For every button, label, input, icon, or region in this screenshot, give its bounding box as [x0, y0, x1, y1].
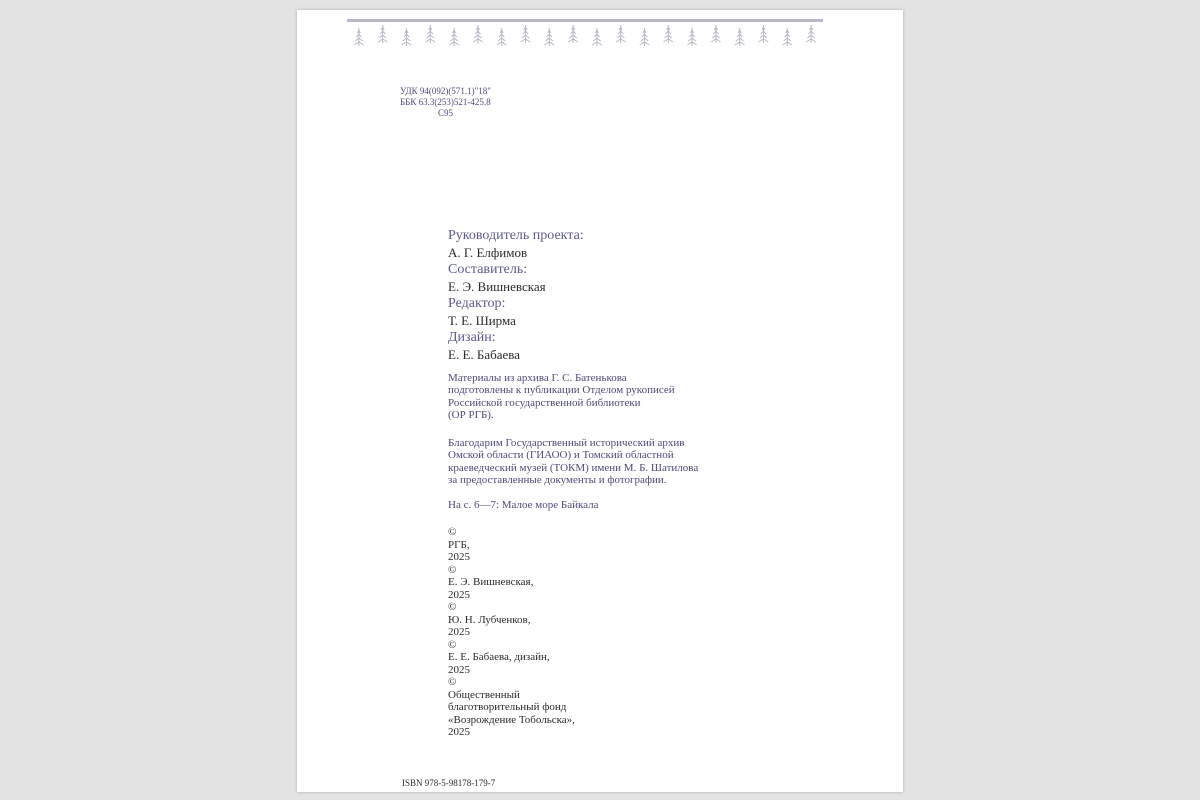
- thanks-paragraph: [448, 437, 698, 486]
- text-line: Благодарим Государственный исторический архив: [448, 437, 685, 449]
- copyright-block: [448, 526, 575, 739]
- fir-tree-icon: [616, 25, 626, 43]
- copyright-line: 2025: [448, 663, 470, 676]
- credit-role: Составитель:: [448, 262, 528, 277]
- copyright-line: Е. Е. Бабаева, дизайн,: [448, 651, 550, 663]
- text-line: Российской государственной библиотеки: [448, 396, 641, 409]
- credit-name: Е. Е. Бабаева: [448, 347, 521, 362]
- fir-tree-icon: [449, 28, 459, 46]
- copyright-line: «Возрождение Тобольска»,: [448, 713, 575, 726]
- fir-tree-icon: [735, 28, 745, 46]
- fir-tree-icon: [473, 25, 483, 43]
- fir-tree-icon: [378, 25, 388, 43]
- copyright-line: Общественный: [448, 688, 520, 701]
- copyright-line: РГБ,: [448, 538, 470, 551]
- copyright-line: 2025: [448, 588, 470, 601]
- credit-role: Редактор:: [448, 296, 506, 311]
- copyright-line: 2025: [448, 726, 470, 738]
- copyright-line: Е. Э. Вишневская,: [448, 576, 534, 588]
- credit-name: А. Г. Елфимов: [448, 245, 528, 260]
- credit-role: Дизайн:: [448, 330, 496, 345]
- credits-block: [448, 227, 584, 363]
- fir-tree-icon: [426, 25, 436, 43]
- fir-tree-icon: [521, 25, 531, 43]
- text-line: На с. 6—7: Малое море Байкала: [448, 499, 599, 511]
- udk-code: УДК 94(092)(571.1)"18": [400, 86, 491, 96]
- fir-tree-icon: [664, 25, 674, 43]
- text-line: за предоставленные документы и фотографии.: [448, 473, 667, 486]
- copyright-line: ©: [448, 601, 457, 613]
- photo-caption: [448, 499, 599, 511]
- fir-tree-icon: [806, 25, 816, 43]
- fir-tree-icon: [545, 28, 555, 46]
- credit-role: Руководитель проекта:: [448, 228, 584, 243]
- copyright-line: 2025: [448, 626, 470, 638]
- copyright-line: ©: [448, 676, 457, 688]
- author-sign: С95: [438, 108, 454, 118]
- copyright-line: ©: [448, 526, 457, 538]
- bbk-code: ББК 63.3(253)521-425.8: [400, 97, 491, 107]
- fir-tree-icon: [402, 28, 412, 46]
- fir-tree-icon: [783, 28, 793, 46]
- text-line: краеведческий музей (ТОКМ) имени М. Б. Шатилова: [448, 461, 699, 474]
- fir-tree-icon: [497, 28, 507, 46]
- fir-tree-icon: [687, 28, 697, 46]
- credit-name: Е. Э. Вишневская: [448, 279, 546, 294]
- copyright-line: ©: [448, 638, 457, 651]
- fir-tree-icon: [568, 25, 578, 43]
- fir-tree-icon: [759, 25, 769, 43]
- credit-name: Т. Е. Ширма: [448, 313, 516, 328]
- fir-tree-icon: [592, 28, 602, 46]
- text-line: Омской области (ГИАОО) и Томский областной: [448, 449, 674, 462]
- text-line: подготовлены к публикации Отделом рукописей: [448, 384, 675, 397]
- book-page: [297, 10, 903, 792]
- classification-codes: [400, 86, 491, 119]
- isbn: ISBN 978-5-98178-179-7: [402, 778, 496, 788]
- text-line: Материалы из архива Г. С. Батенькова: [448, 372, 627, 384]
- fir-tree-icon: [711, 25, 721, 43]
- copyright-line: ©: [448, 563, 457, 576]
- fir-tree-icon: [354, 28, 364, 46]
- fir-tree-icon: [640, 28, 650, 46]
- text-line: (ОР РГБ).: [448, 408, 494, 421]
- copyright-line: благотворительный фонд: [448, 701, 567, 713]
- tree-ornament: [347, 19, 823, 59]
- copyright-line: 2025: [448, 551, 470, 563]
- ornament-bar: [347, 19, 823, 22]
- materials-paragraph: [448, 372, 675, 421]
- copyright-line: Ю. Н. Лубченков,: [448, 613, 531, 626]
